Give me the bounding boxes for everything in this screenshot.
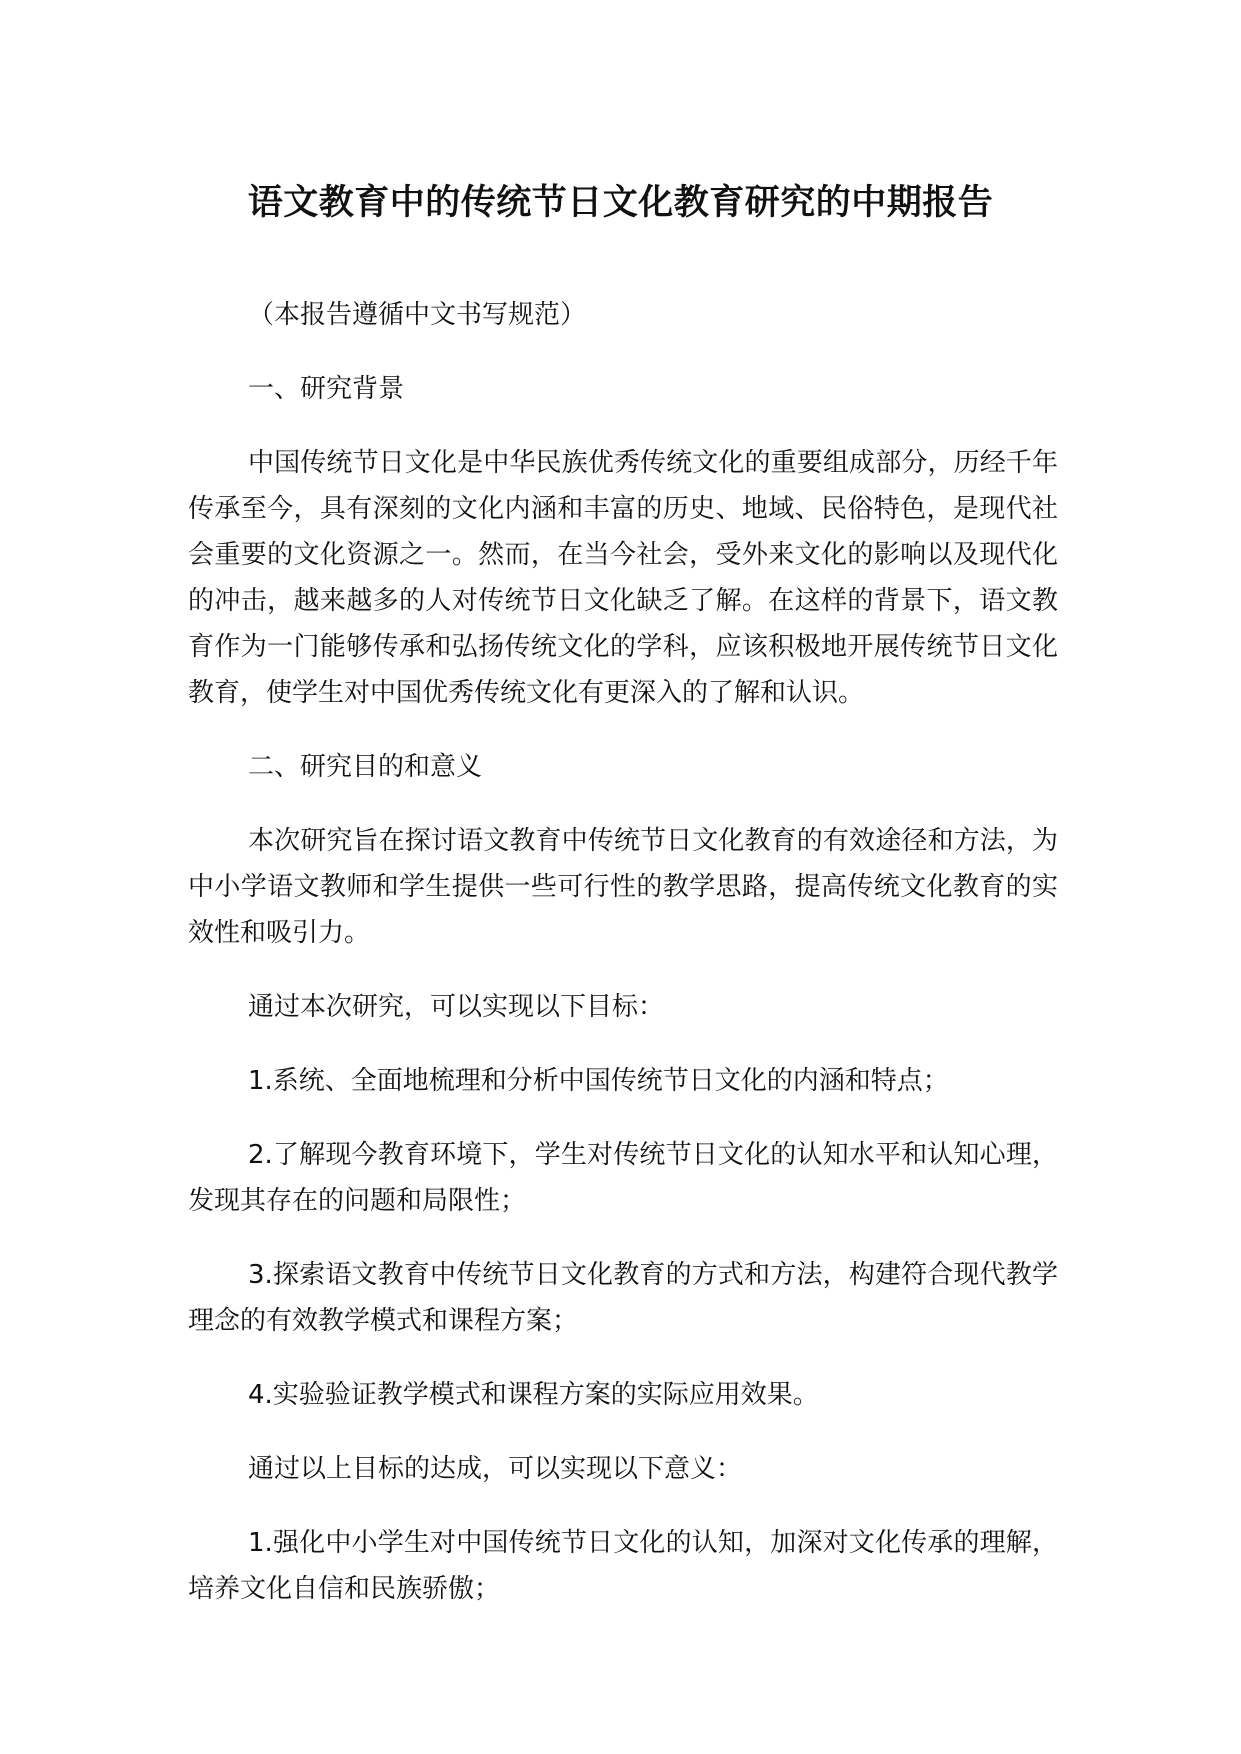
paragraph-note: （本报告遵循中文书写规范） — [248, 300, 587, 330]
list-item-significance-1: 1.强化中小学生对中国传统节日文化的认知，加深对文化传承的理解，培养文化自信和民族骄傲； — [188, 1528, 1058, 1604]
paragraph-background: 中国传统节日文化是中华民族优秀传统文化的重要组成部分，历经千年传承至今，具有深刻的文化内涵和丰富的历史、地域、民俗特色，是现代社会重要的文化资源之一。然而，在当今社会，受外来文化的影响以及现代化的冲击，越来越多的人对传统节日文化缺乏了解。在这样的背景下，语文教育作为一门能够传承和弘扬传统文化的学科，应该积极地开展传统节日文化教育，使学生对中国优秀传统文化有更深入的了解和认识。 — [188, 448, 1058, 708]
list-item-goal-1: 1.系统、全面地梳理和分析中国传统节日文化的内涵和特点； — [248, 1066, 949, 1096]
document-title: 语文教育中的传统节日文化教育研究的中期报告 — [247, 183, 994, 223]
paragraph-goals-intro: 通过本次研究，可以实现以下目标： — [248, 992, 665, 1022]
paragraph-significance-intro: 通过以上目标的达成，可以实现以下意义： — [248, 1454, 743, 1484]
list-item-goal-3: 3.探索语文教育中传统节日文化教育的方式和方法，构建符合现代教学理念的有效教学模式和课程方案； — [188, 1260, 1058, 1336]
section-heading-purpose: 二、研究目的和意义 — [248, 752, 483, 782]
paragraph-purpose: 本次研究旨在探讨语文教育中传统节日文化教育的有效途径和方法，为中小学语文教师和学生提供一些可行性的教学思路，提高传统文化教育的实效性和吸引力。 — [188, 826, 1058, 948]
list-item-goal-2: 2.了解现今教育环境下，学生对传统节日文化的认知水平和认知心理，发现其存在的问题和局限性； — [188, 1140, 1058, 1216]
list-item-goal-4: 4.实验验证教学模式和课程方案的实际应用效果。 — [248, 1380, 819, 1410]
section-heading-background: 一、研究背景 — [248, 374, 405, 404]
document-body — [188, 292, 1058, 1640]
